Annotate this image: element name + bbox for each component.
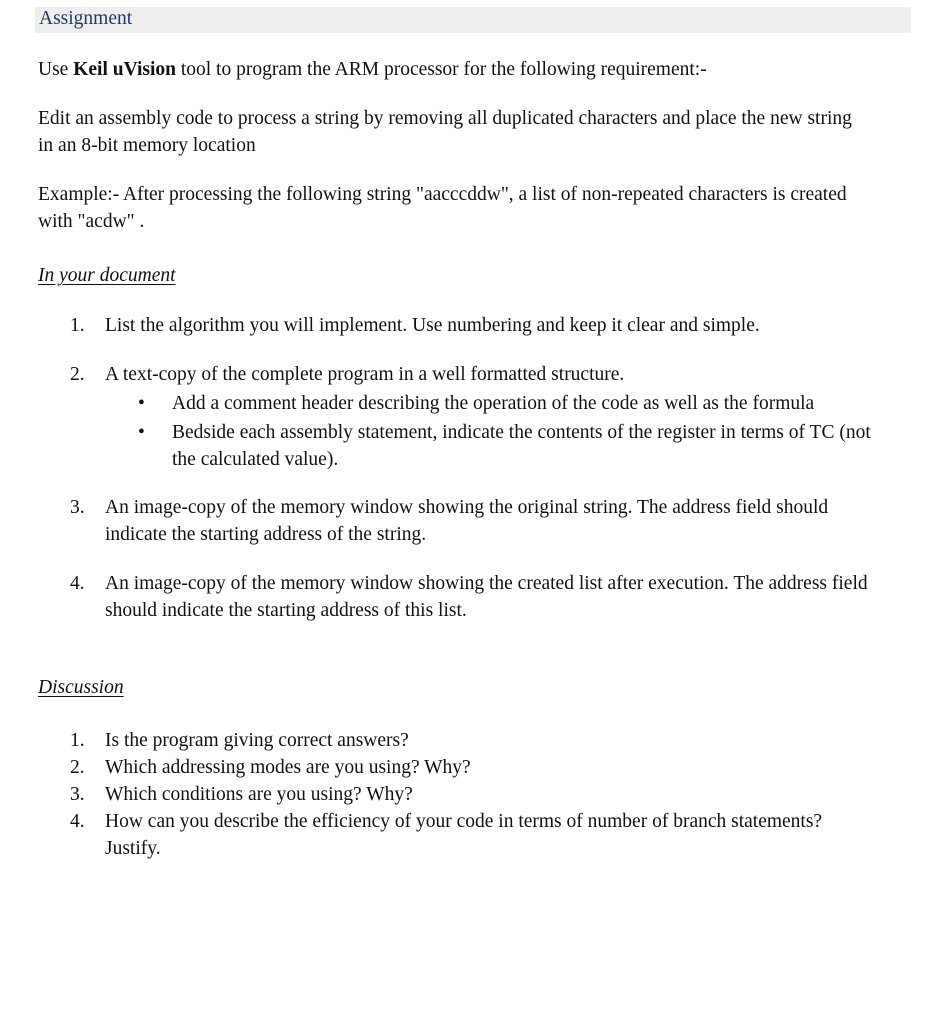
list-item-text: How can you describe the efficiency of your code in terms of number of branch statements?: [105, 811, 823, 832]
list-item-text: should indicate the starting address of this list.: [105, 600, 467, 621]
bullet-marker: •: [138, 393, 145, 414]
list-item-text: An image-copy of the memory window showing the created list after execution. The address field: [105, 573, 868, 594]
bullet-text: the calculated value).: [172, 449, 339, 470]
example-line: with "acdw" .: [38, 211, 145, 232]
intro-paragraph: [38, 56, 908, 83]
list-item-text: Which addressing modes are you using? Why?: [105, 757, 471, 778]
list-number: 3.: [70, 497, 85, 518]
list-item-text: Which conditions are you using? Why?: [105, 784, 413, 805]
list-item-text: A text-copy of the complete program in a well formatted structure.: [105, 364, 625, 385]
list-number: 3.: [70, 784, 85, 805]
task-line: Edit an assembly code to process a string by removing all duplicated characters and place the new string: [38, 108, 852, 129]
example-paragraph: [38, 181, 908, 235]
list-number: 4.: [70, 811, 85, 832]
list-number: 1.: [70, 730, 85, 751]
bullet-text: Bedside each assembly statement, indicate the contents of the register in terms of TC (not: [172, 422, 871, 443]
list-item-text: An image-copy of the memory window showing the original string. The address field should: [105, 497, 829, 518]
example-line: Example:- After processing the following string "aacccddw", a list of non-repeated characters is created: [38, 184, 847, 205]
bullet-text: Add a comment header describing the operation of the code as well as the formula: [172, 393, 815, 414]
list-number: 1.: [70, 315, 85, 336]
task-paragraph: [38, 105, 908, 159]
section-heading-discussion: Discussion: [38, 677, 124, 698]
task-line: in an 8-bit memory location: [38, 135, 256, 156]
header-bar: [35, 7, 911, 33]
section-heading-document: In your document: [38, 265, 176, 286]
list-number: 2.: [70, 364, 85, 385]
page-title: Assignment: [39, 8, 133, 29]
list-item-text: Justify.: [105, 838, 161, 859]
intro-prefix: Use: [38, 59, 74, 80]
list-number: 2.: [70, 757, 85, 778]
intro-suffix: tool to program the ARM processor for the following requirement:-: [175, 59, 707, 80]
list-item-text: Is the program giving correct answers?: [105, 730, 409, 751]
tool-name: Keil uVision: [73, 59, 176, 80]
bullet-marker: •: [138, 422, 145, 443]
list-item-text: indicate the starting address of the string.: [105, 524, 427, 545]
list-item-text: List the algorithm you will implement. Use numbering and keep it clear and simple.: [105, 315, 760, 336]
list-number: 4.: [70, 573, 85, 594]
